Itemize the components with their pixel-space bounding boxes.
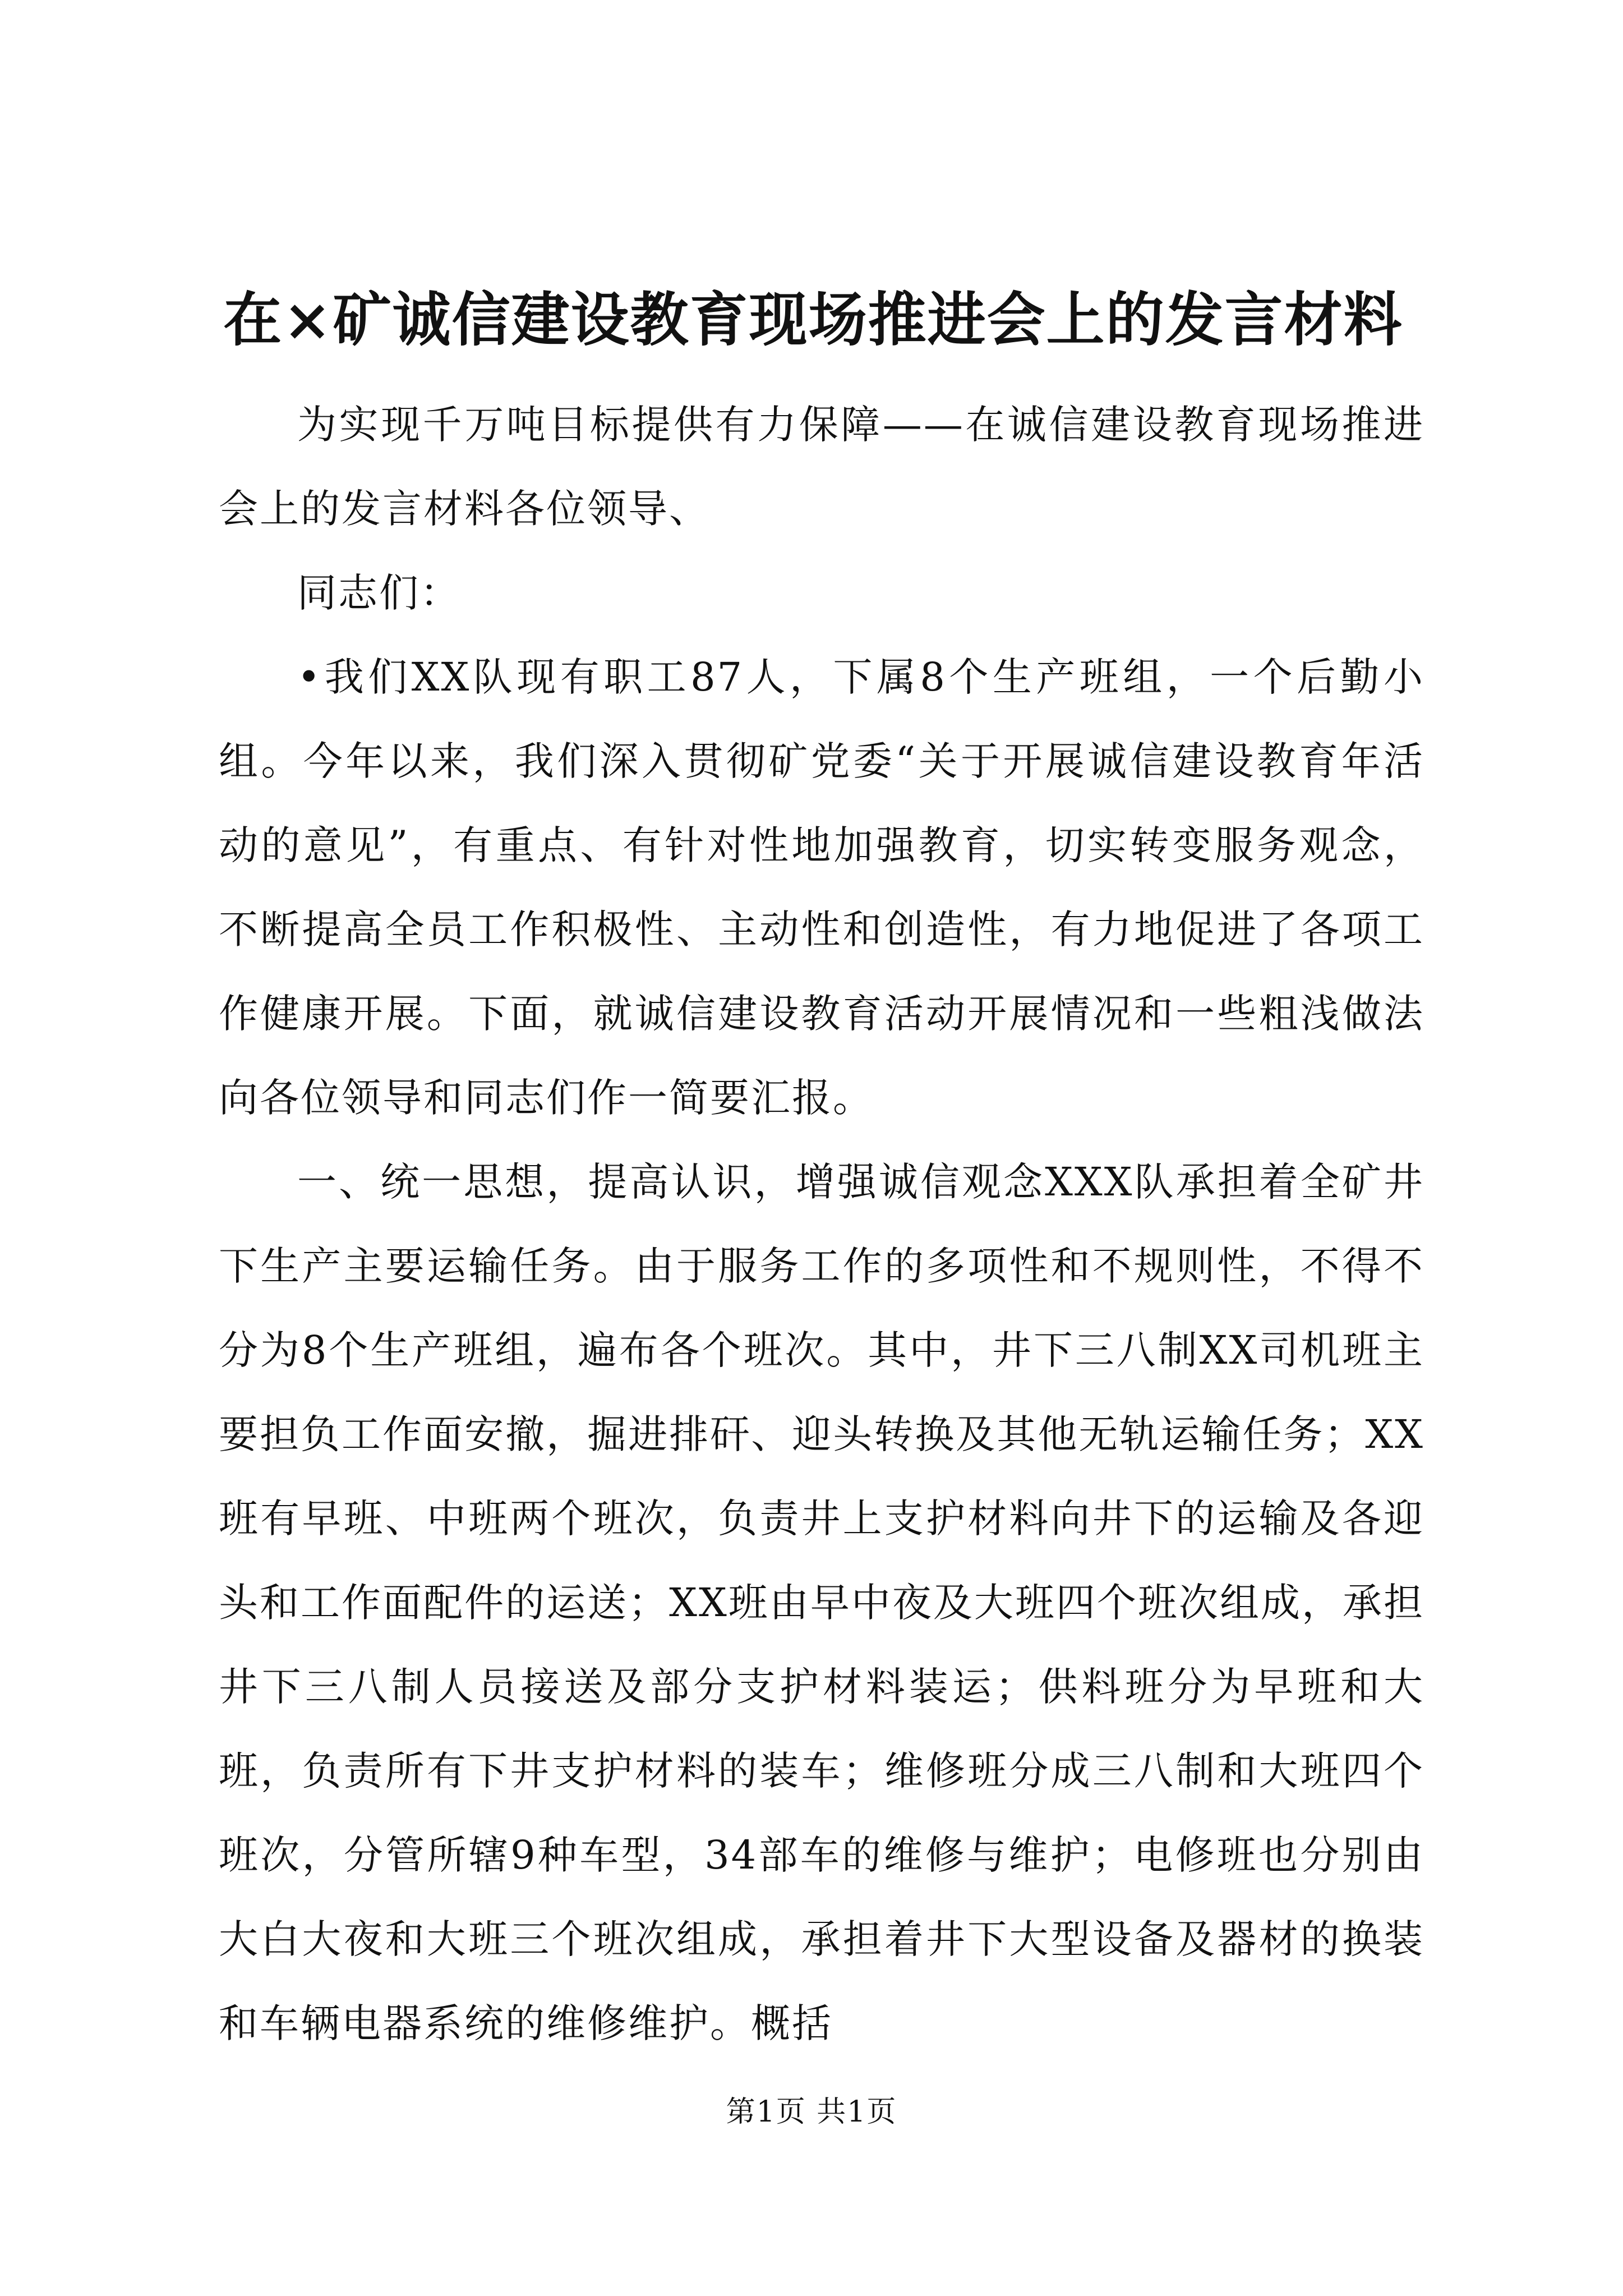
document-body [219, 383, 1424, 2065]
paragraph-subtitle: 为实现千万吨目标提供有力保障——在诚信建设教育现场推进会上的发言材料各位领导、 [219, 402, 1424, 532]
paragraph-intro: •我们XX队现有职工87人，下属8个生产班组，一个后勤小组。今年以来，我们深入贯彻矿党委“关于开展诚信建设教育年活动的意见”，有重点、有针对性地加强教育，切实转变服务观念，不断提高全员工作积极性、主动性和创造性，有力地促进了各项工作健康开展。下面，就诚信建设教育活动开展情况和一些粗浅做法向各位领导和同志们作一简要汇报。 [219, 654, 1424, 1121]
paragraph-salutation: 同志们： [297, 570, 461, 616]
document-title: 在×矿诚信建设教育现场推进会上的发言材料 [223, 285, 1403, 354]
page-number-footer: 第1页 共1页 [726, 2095, 897, 2129]
paragraph-section-one: 一、统一思想，提高认识，增强诚信观念XXX队承担着全矿井下生产主要运输任务。由于服务工作的多项性和不规则性，不得不分为8个生产班组，遍布各个班次。其中，井下三八制XX司机班主要担负工作面安撤，掘进排矸、迎头转换及其他无轨运输任务；XX班有早班、中班两个班次，负责井上支护材料向井下的运输及各迎头和工作面配件的运送；XX班由早中夜及大班四个班次组成，承担井下三八制人员接送及部分支护材料装运；供料班分为早班和大班，负责所有下井支护材料的装车；维修班分成三八制和大班四个班次，分管所辖9种车型，34部车的维修与维护；电修班也分别由大白大夜和大班三个班次组成，承担着井下大型设备及器材的换装和车辆电器系统的维修维护。概括 [219, 1159, 1424, 2046]
